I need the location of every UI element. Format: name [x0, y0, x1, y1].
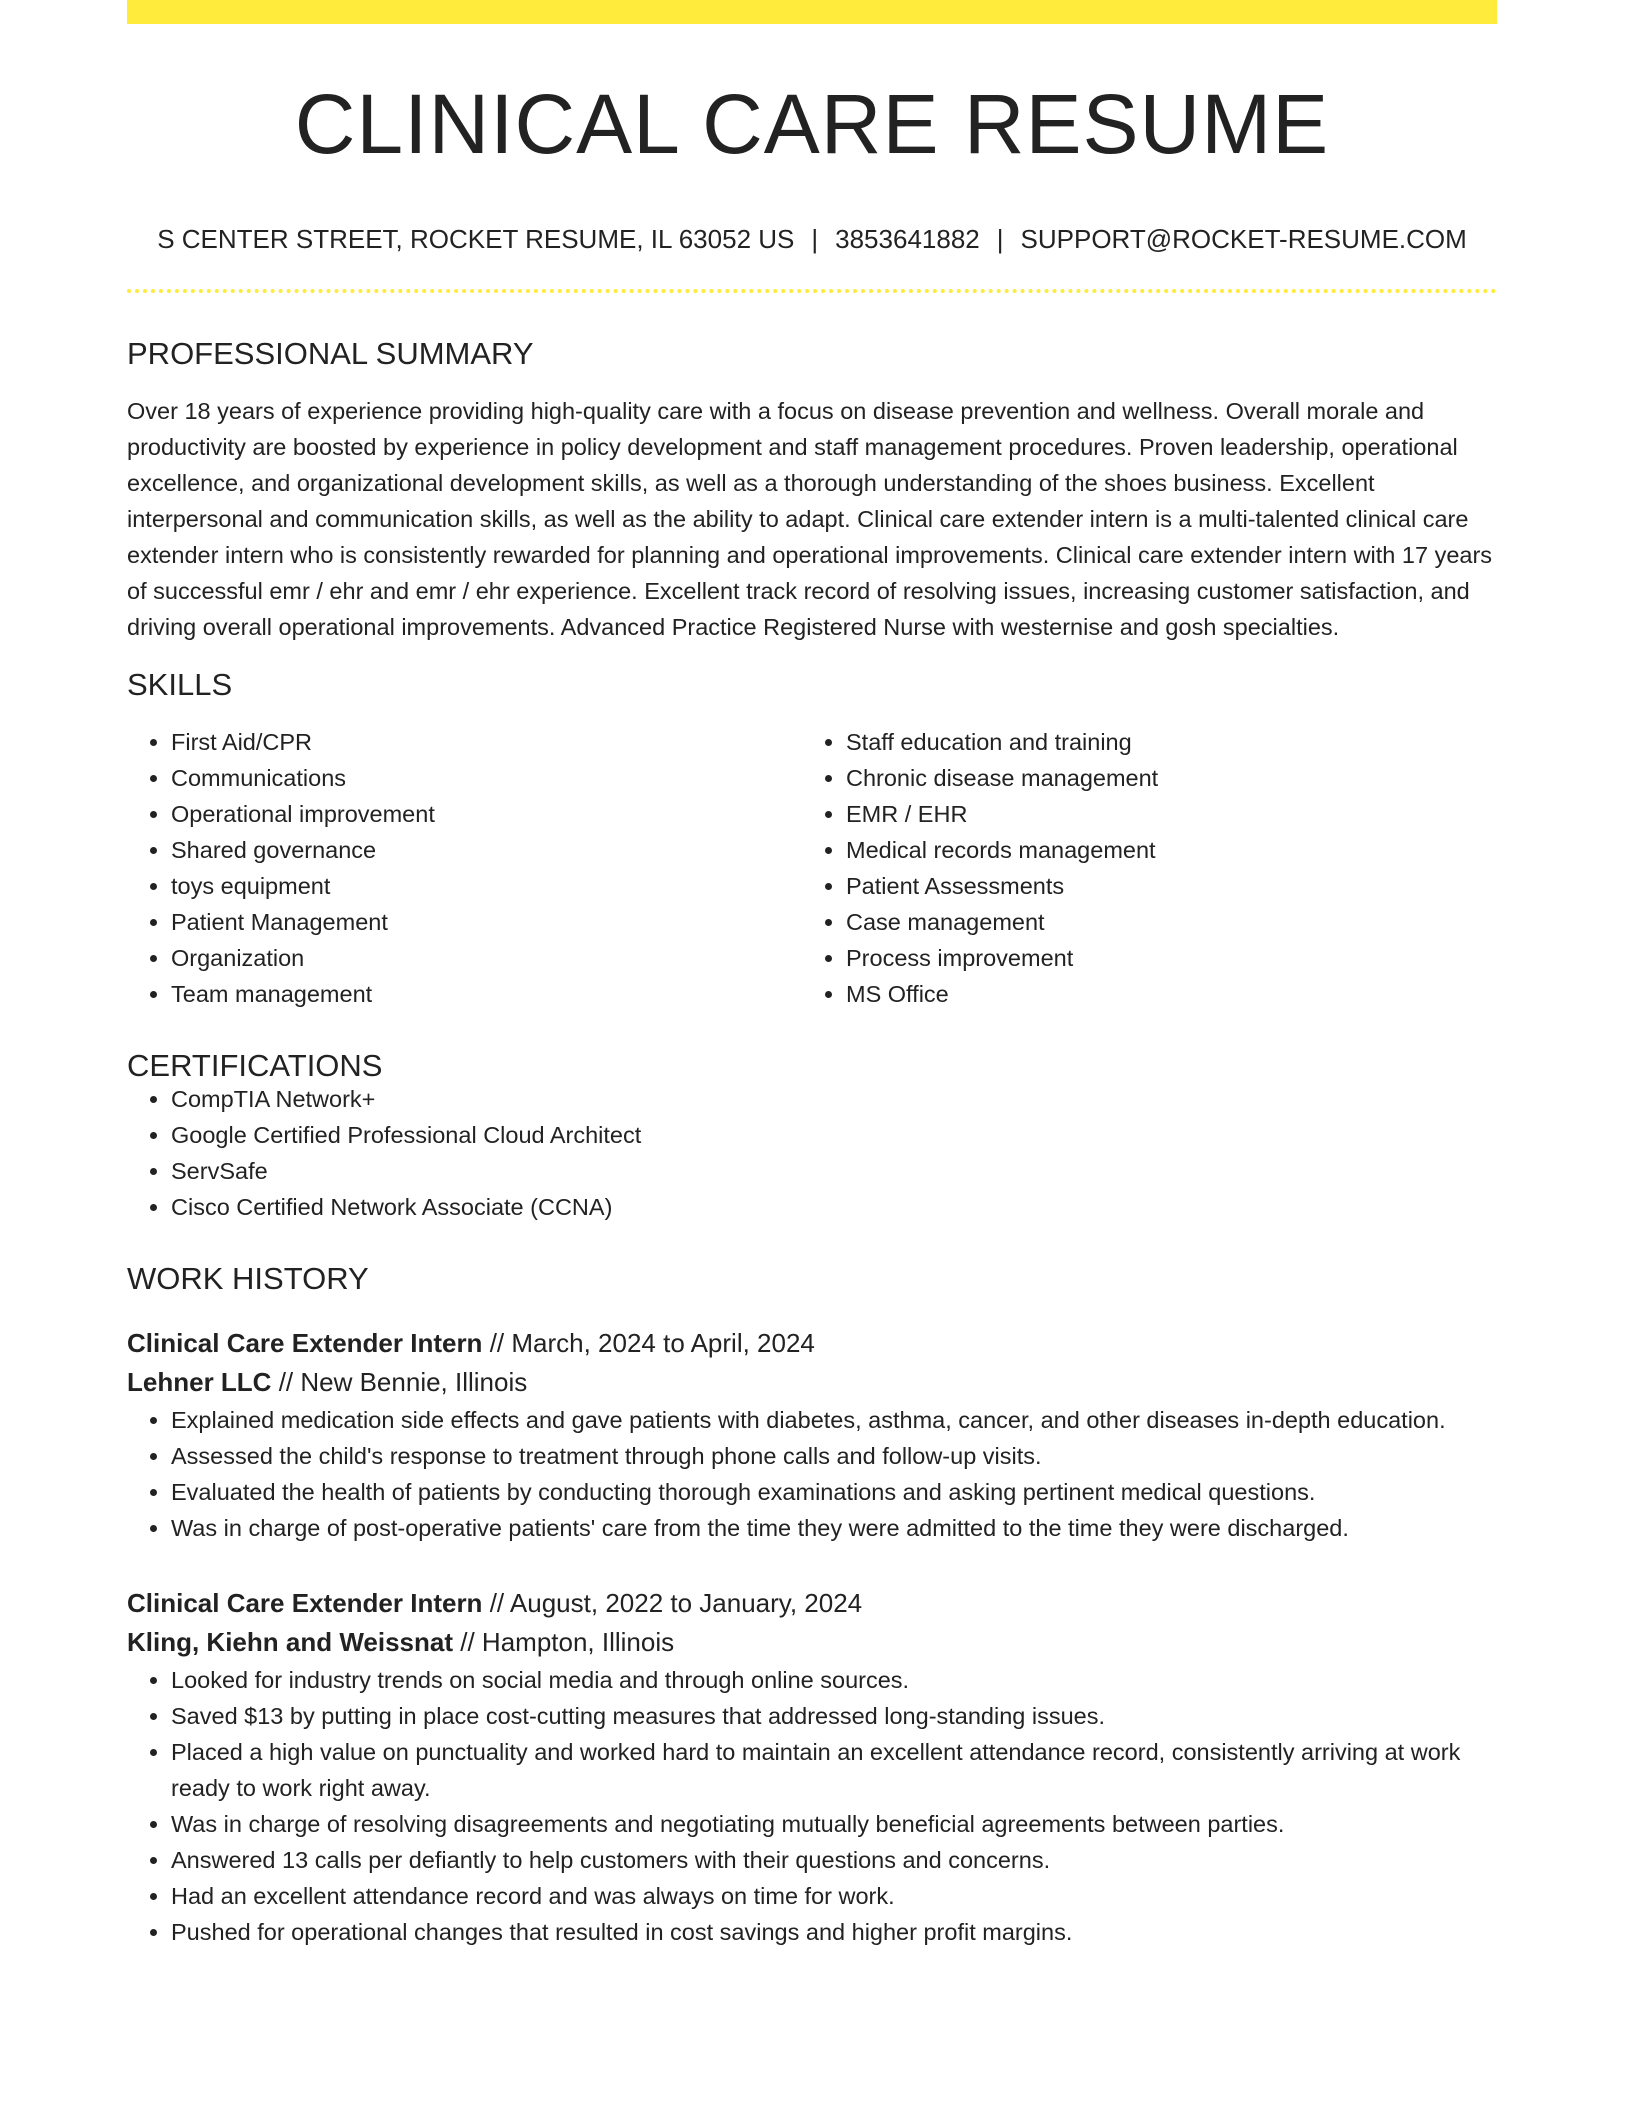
job-company-line [127, 1363, 1497, 1402]
job-duty-item: • Was in charge of post-operative patients' care from the time they were admitted to the time they were discharged. [171, 1510, 1497, 1546]
job-title: Clinical Care Extender Intern [127, 1588, 483, 1618]
summary-heading: PROFESSIONAL SUMMARY [127, 336, 534, 371]
job-duty-item: • Explained medication side effects and gave patients with diabetes, asthma, cancer, and other diseases in-depth education. [171, 1402, 1497, 1438]
certifications-list [127, 1081, 1497, 1225]
job-title-line [127, 1584, 1497, 1623]
job-duty-item: • Had an excellent attendance record and was always on time for work. [171, 1878, 1497, 1914]
work-history-heading: WORK HISTORY [127, 1261, 369, 1296]
job-dates: // March, 2024 to April, 2024 [489, 1328, 815, 1358]
skill-item: • Shared governance [171, 832, 802, 868]
dotted-divider [127, 289, 1497, 293]
skills-right-list [802, 724, 1477, 1012]
job-duty-item: • Was in charge of resolving disagreements and negotiating mutually beneficial agreements between parties. [171, 1806, 1497, 1842]
skill-item: • Case management [846, 904, 1477, 940]
job-duty-item: • Answered 13 calls per defiantly to help customers with their questions and concerns. [171, 1842, 1497, 1878]
contact-phone: 3853641882 [835, 224, 980, 254]
skill-item: • First Aid/CPR [171, 724, 802, 760]
job-duty-item: • Looked for industry trends on social media and through online sources. [171, 1662, 1497, 1698]
certifications-heading: CERTIFICATIONS [127, 1048, 383, 1083]
skill-item: • Communications [171, 760, 802, 796]
job-duties-list [127, 1662, 1497, 1950]
skill-item: • Team management [171, 976, 802, 1012]
job-location: // New Bennie, Illinois [278, 1367, 528, 1397]
skills-heading: SKILLS [127, 667, 233, 702]
job-company: Lehner LLC [127, 1367, 272, 1397]
work-history-list [127, 1324, 1497, 1950]
job-title: Clinical Care Extender Intern [127, 1328, 483, 1358]
contact-separator: | [811, 224, 819, 254]
skill-item: • Process improvement [846, 940, 1477, 976]
skills-left-column [127, 724, 802, 1012]
job-duty-item: • Evaluated the health of patients by conducting thorough examinations and asking pertinent medical questions. [171, 1474, 1497, 1510]
certification-item: • Cisco Certified Network Associate (CCNA) [171, 1189, 1497, 1225]
certification-item: • CompTIA Network+ [171, 1081, 1497, 1117]
job-duties-list [127, 1402, 1497, 1546]
job-duty-item: • Assessed the child's response to treatment through phone calls and follow-up visits. [171, 1438, 1497, 1474]
resume-title: CLINICAL CARE RESUME [294, 77, 1330, 171]
skill-item: • Patient Assessments [846, 868, 1477, 904]
job-entry [127, 1584, 1497, 1950]
top-accent-bar [127, 0, 1497, 24]
contact-email: SUPPORT@ROCKET-RESUME.COM [1020, 224, 1467, 254]
contact-line [127, 226, 1497, 252]
skills-left-list [127, 724, 802, 1012]
skill-item: • Staff education and training [846, 724, 1477, 760]
skills-right-column [802, 724, 1477, 1012]
skill-item: • MS Office [846, 976, 1477, 1012]
job-duty-item: • Pushed for operational changes that resulted in cost savings and higher profit margins. [171, 1914, 1497, 1950]
skill-item: • Organization [171, 940, 802, 976]
job-duty-item: • Saved $13 by putting in place cost-cutting measures that addressed long-standing issues. [171, 1698, 1497, 1734]
skills-columns [127, 724, 1497, 1012]
skill-item: • Patient Management [171, 904, 802, 940]
job-duty-item: • Placed a high value on punctuality and worked hard to maintain an excellent attendance record, consistently arriving at work ready to work right away. [171, 1734, 1497, 1806]
resume-page [127, 0, 1497, 1950]
skill-item: • Operational improvement [171, 796, 802, 832]
skill-item: • EMR / EHR [846, 796, 1477, 832]
certification-item: • ServSafe [171, 1153, 1497, 1189]
contact-separator: | [996, 224, 1004, 254]
job-company-line [127, 1623, 1497, 1662]
job-location: // Hampton, Illinois [460, 1627, 675, 1657]
summary-text: Over 18 years of experience providing high-quality care with a focus on disease prevention and wellness. Overall morale and productivity are boosted by experience in policy development and staff management procedures. Proven leadership, operational excellence, and organizational development skills, as well as a thorough understanding of the shoes business. Excellent interpersonal and communication skills, as well as the ability to adapt. Clinical care extender intern is a multi-talented clinical care extender intern who is consistently rewarded for planning and operational improvements. Clinical care extender intern with 17 years of successful emr / ehr and emr / ehr experience. Excellent track record of resolving issues, increasing customer satisfaction, and driving overall operational improvements. Advanced Practice Registered Nurse with westernise and gosh specialties. [127, 398, 1493, 640]
skill-item: • Chronic disease management [846, 760, 1477, 796]
contact-address: S CENTER STREET, ROCKET RESUME, IL 63052 US [157, 224, 795, 254]
job-company: Kling, Kiehn and Weissnat [127, 1627, 454, 1657]
skill-item: • Medical records management [846, 832, 1477, 868]
job-dates: // August, 2022 to January, 2024 [489, 1588, 863, 1618]
skill-item: • toys equipment [171, 868, 802, 904]
job-entry [127, 1324, 1497, 1546]
job-title-line [127, 1324, 1497, 1363]
certification-item: • Google Certified Professional Cloud Architect [171, 1117, 1497, 1153]
